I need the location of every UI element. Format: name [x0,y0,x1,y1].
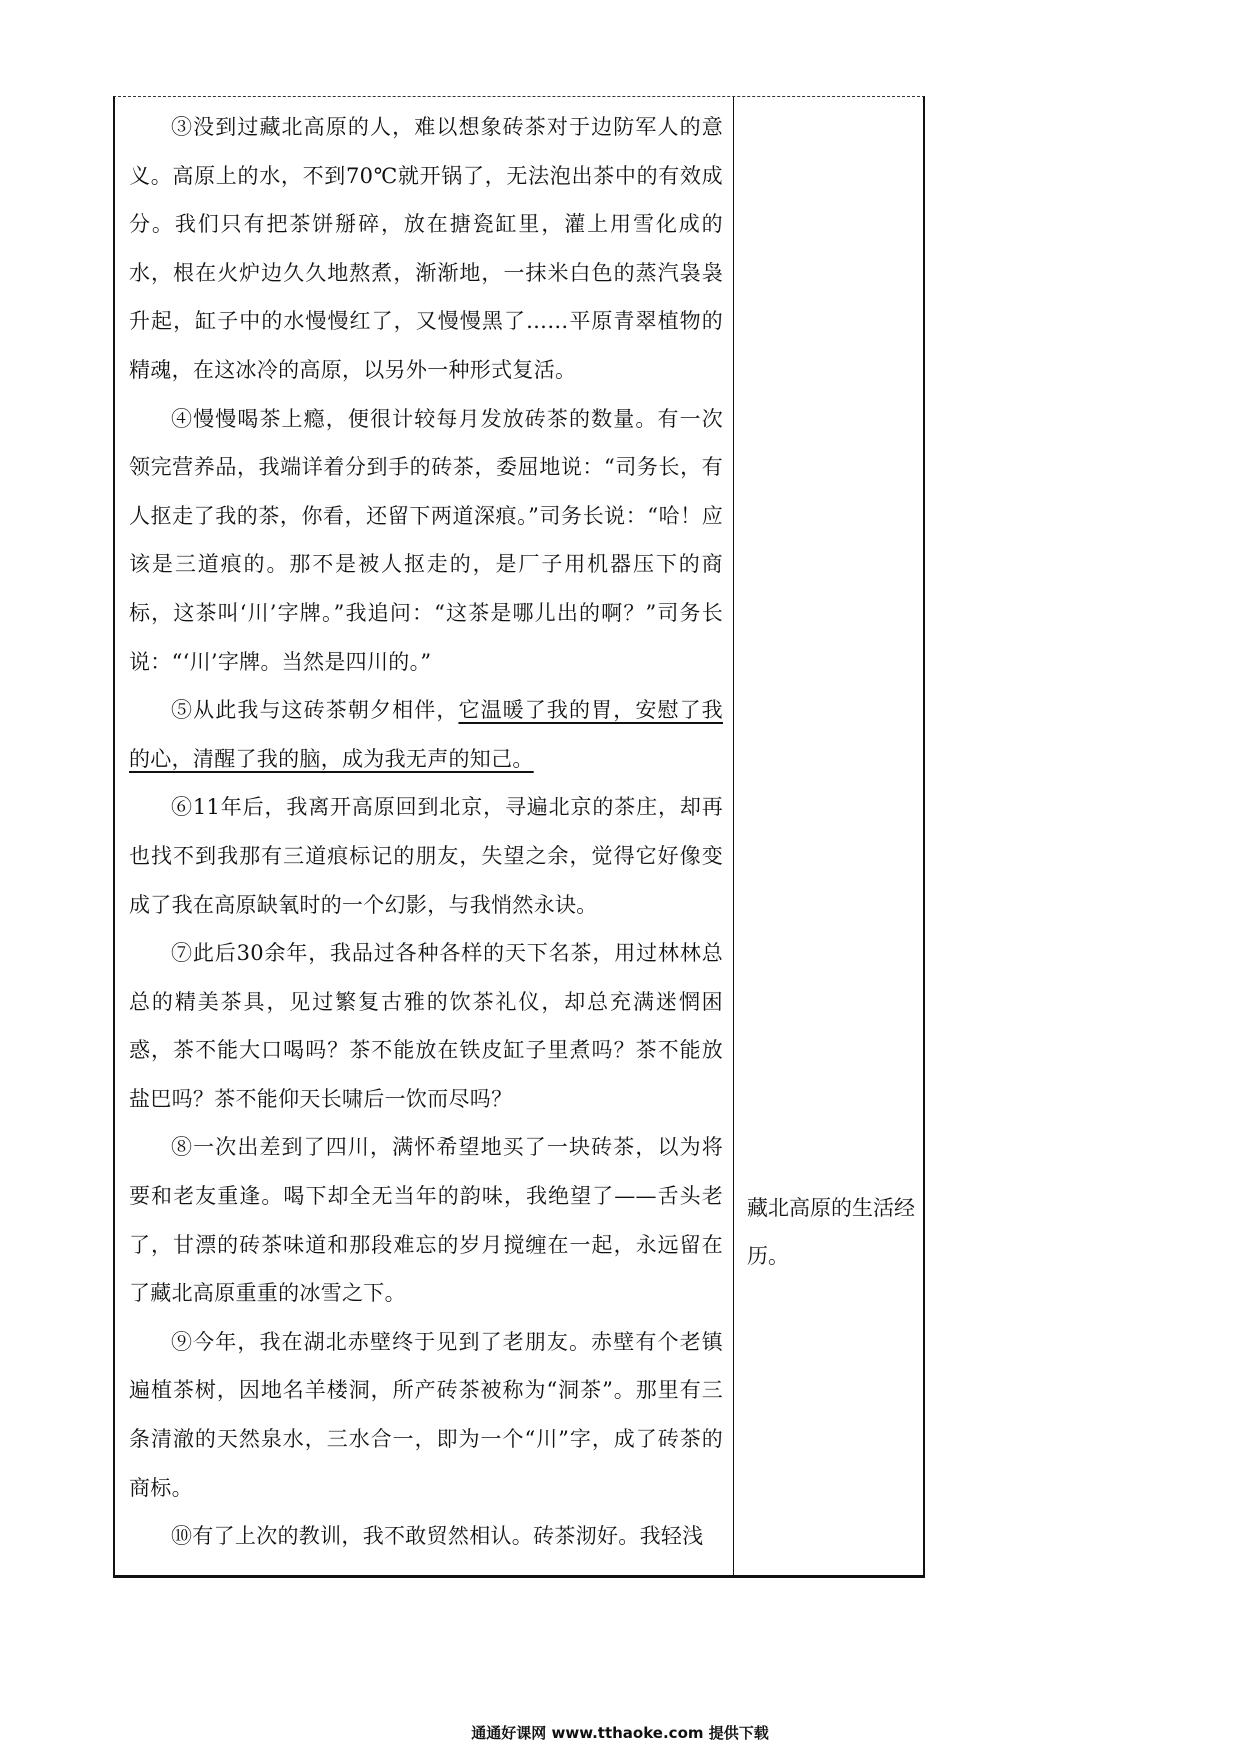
footer-credit: 通通好课网 www.tthaoke.com 提供下载 [471,1724,769,1742]
annotation-cell: 藏北高原的生活经历。 [747,1196,915,1268]
paragraph-5-lead: ⑤从此我与这砖茶朝夕相伴， [171,698,459,723]
underlined-sentence: 它温暖了我的胃，安慰了我的心，清醒了我的脑，成为我无声的知己。 [129,698,723,771]
paragraph-6: ⑥11年后，我离开高原回到北京，寻遍北京的茶庄，却再也找不到我那有三道痕标记的朋友，失望之余，觉得它好像变成了我在高原缺氧时的一个幻影，与我悄然永诀。 [129,795,723,917]
column-divider [733,97,734,1575]
paragraph-4: ④慢慢喝茶上瘾，便很计较每月发放砖茶的数量。有一次领完营养品，我端详着分到手的砖茶，委屈地说：“司务长，有人抠走了我的茶，你看，还留下两道深痕。”司务长说：“哈！应该是三道痕的。那不是被人抠走的，是厂子用机器压下的商标，这茶叫‘川’字牌。”我追问：“这茶是哪儿出的啊？”司务长说：“‘川’字牌。当然是四川的。” [129,406,723,674]
passage-cell [129,103,723,1561]
paragraph-8: ⑧一次出差到了四川，满怀希望地买了一块砖茶，以为将要和老友重逢。喝下却全无当年的韵味，我绝望了——舌头老了，甘漂的砖茶味道和那段难忘的岁月搅缠在一起，永远留在了藏北高原重重的冰雪之下。 [129,1135,723,1306]
paragraph-7: ⑦此后30余年，我品过各种各样的天下名茶，用过林林总总的精美茶具，见过繁复古雅的饮茶礼仪，却总充满迷惘困惑，茶不能大口喝吗？茶不能放在铁皮缸子里煮吗？茶不能放盐巴吗？茶不能仰天长啸后一饮而尽吗？ [129,941,723,1111]
paragraph-3: ③没到过藏北高原的人，难以想象砖茶对于边防军人的意义。高原上的水，不到70℃就开锅了，无法泡出茶中的有效成分。我们只有把茶饼掰碎，放在搪瓷缸里，灌上用雪化成的水，根在火炉边久久地熬煮，渐渐地，一抹米白色的蒸汽袅袅升起，缸子中的水慢慢红了，又慢慢黑了……平原青翠植物的精魂，在这冰冷的高原，以另外一种形式复活。 [129,115,723,382]
paragraph-9: ⑨今年，我在湖北赤壁终于见到了老朋友。赤壁有个老镇遍植茶树，因地名羊楼洞，所产砖茶被称为“洞茶”。那里有三条清澈的天然泉水，三水合一，即为一个“川”字，成了砖茶的商标。 [129,1329,723,1500]
paragraph-10: ⑩有了上次的教训，我不敢贸然相认。砖茶沏好。我轻浅 [171,1524,704,1549]
paragraph-5 [129,686,723,783]
document-table [113,96,925,1578]
